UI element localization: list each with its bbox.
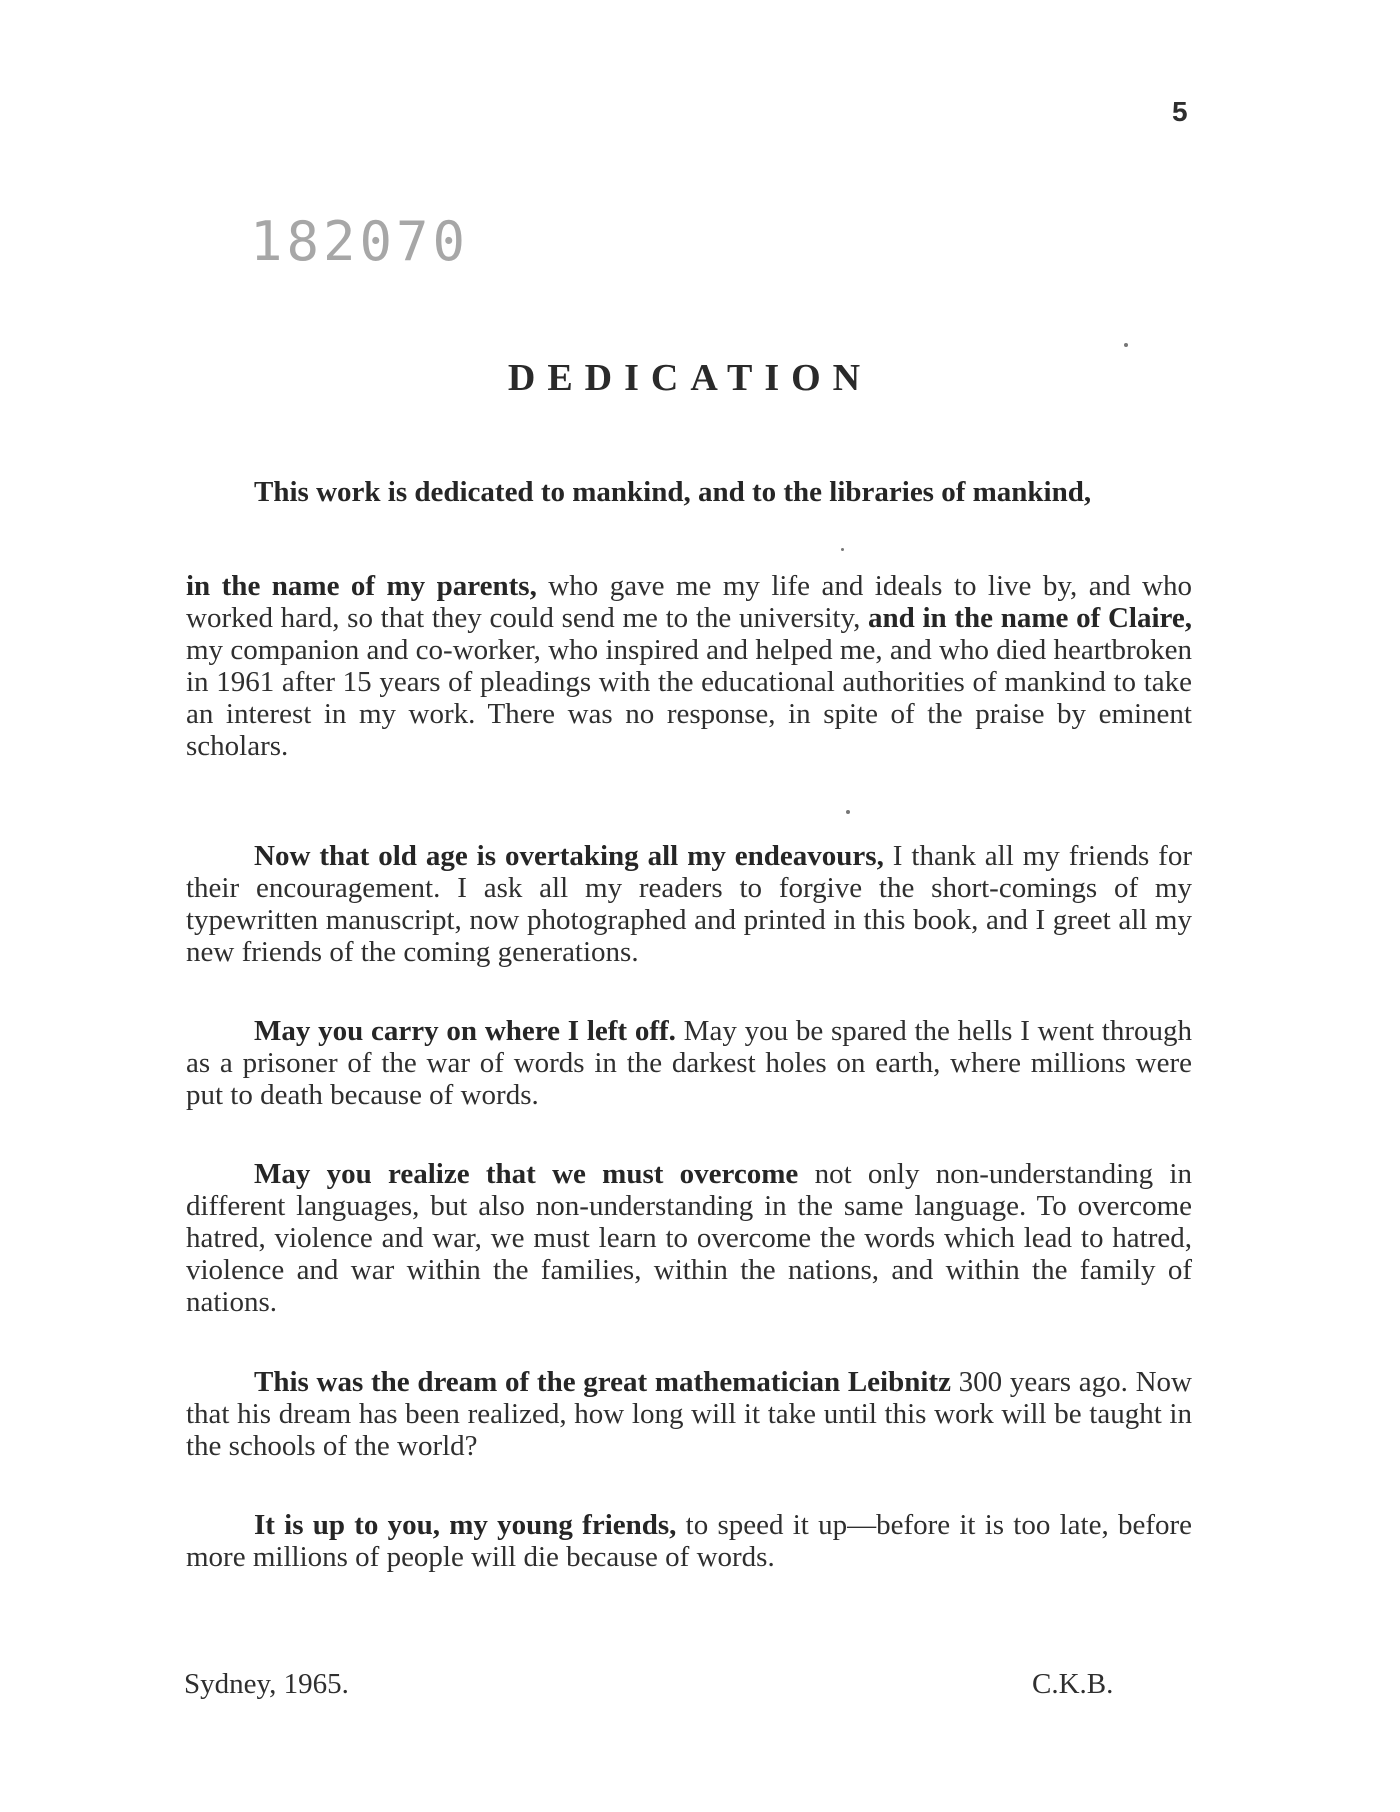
dedication-paragraph-5 [186, 1158, 1192, 1318]
paragraph-5-text: not only non-understanding in different languages, but also non-understanding in the same language. To overcome hatred, violence and war, we must learn to overcome the words which lead to hatred, violence and war within the families, within the nations, and within the family of nations. [186, 1158, 1192, 1318]
paragraph-4-lead: May you carry on where I left off. [254, 1015, 676, 1047]
paragraph-2-text: who gave me my life and ideals to live by, and who worked hard, so that they could send me to the university, [186, 570, 1192, 634]
paragraph-7-lead: It is up to you, my young friends, [254, 1509, 677, 1541]
paragraph-3-text: I thank all my friends for their encouragement. I ask all my readers to forgive the short-comings of my typewritten manuscript, now photographed and printed in this book, and I greet all my new friends of the coming generations. [186, 840, 1193, 968]
paragraph-2-lead: in the name of my parents, [186, 570, 537, 602]
paragraph-6-text: 300 years ago. Now that his dream has been realized, how long will it take until this work will be taught in the schools of the world? [186, 1366, 1192, 1462]
dedication-paragraph-2 [186, 570, 1192, 762]
scan-speck [846, 810, 850, 814]
paragraph-6-lead: This was the dream of the great mathematician Leibnitz [254, 1366, 951, 1398]
dedication-paragraph-1 [186, 476, 1192, 508]
scan-speck [1124, 343, 1128, 347]
paragraph-2-text-claire: my companion and co-worker, who inspired and helped me, and who died heartbroken in 1961 after 15 years of pleadings with the educational authorities of mankind to take an interest in my work. There was no response, in spite of the praise by eminent scholars. [186, 634, 1192, 762]
dedication-paragraph-7 [186, 1509, 1192, 1573]
dedication-title: DEDICATION [507, 357, 873, 399]
paragraph-3-lead: Now that old age is overtaking all my endeavours, [254, 840, 884, 872]
paragraph-7-text: to speed it up—before it is too late, before more millions of people will die because of words. [186, 1509, 1193, 1573]
paragraph-4-text: May you be spared the hells I went through as a prisoner of the war of words in the darkest holes on earth, where millions were put to death because of words. [186, 1015, 1192, 1111]
paragraph-1-lead: This work is dedicated to mankind, and to the libraries of mankind, [254, 476, 1092, 508]
accession-stamp: 182070 [250, 210, 470, 273]
paragraph-5-lead: May you realize that we must overcome [254, 1158, 799, 1190]
paragraph-2-lead-claire: and in the name of Claire, [860, 602, 1192, 634]
dedication-paragraph-3 [186, 840, 1192, 968]
footer-place-date: Sydney, 1965. [184, 1668, 349, 1700]
page-number: 5 [1172, 96, 1188, 127]
dedication-paragraph-6 [186, 1366, 1192, 1462]
footer-initials: C.K.B. [1032, 1668, 1114, 1700]
scan-speck [841, 548, 844, 551]
dedication-paragraph-4 [186, 1015, 1192, 1111]
